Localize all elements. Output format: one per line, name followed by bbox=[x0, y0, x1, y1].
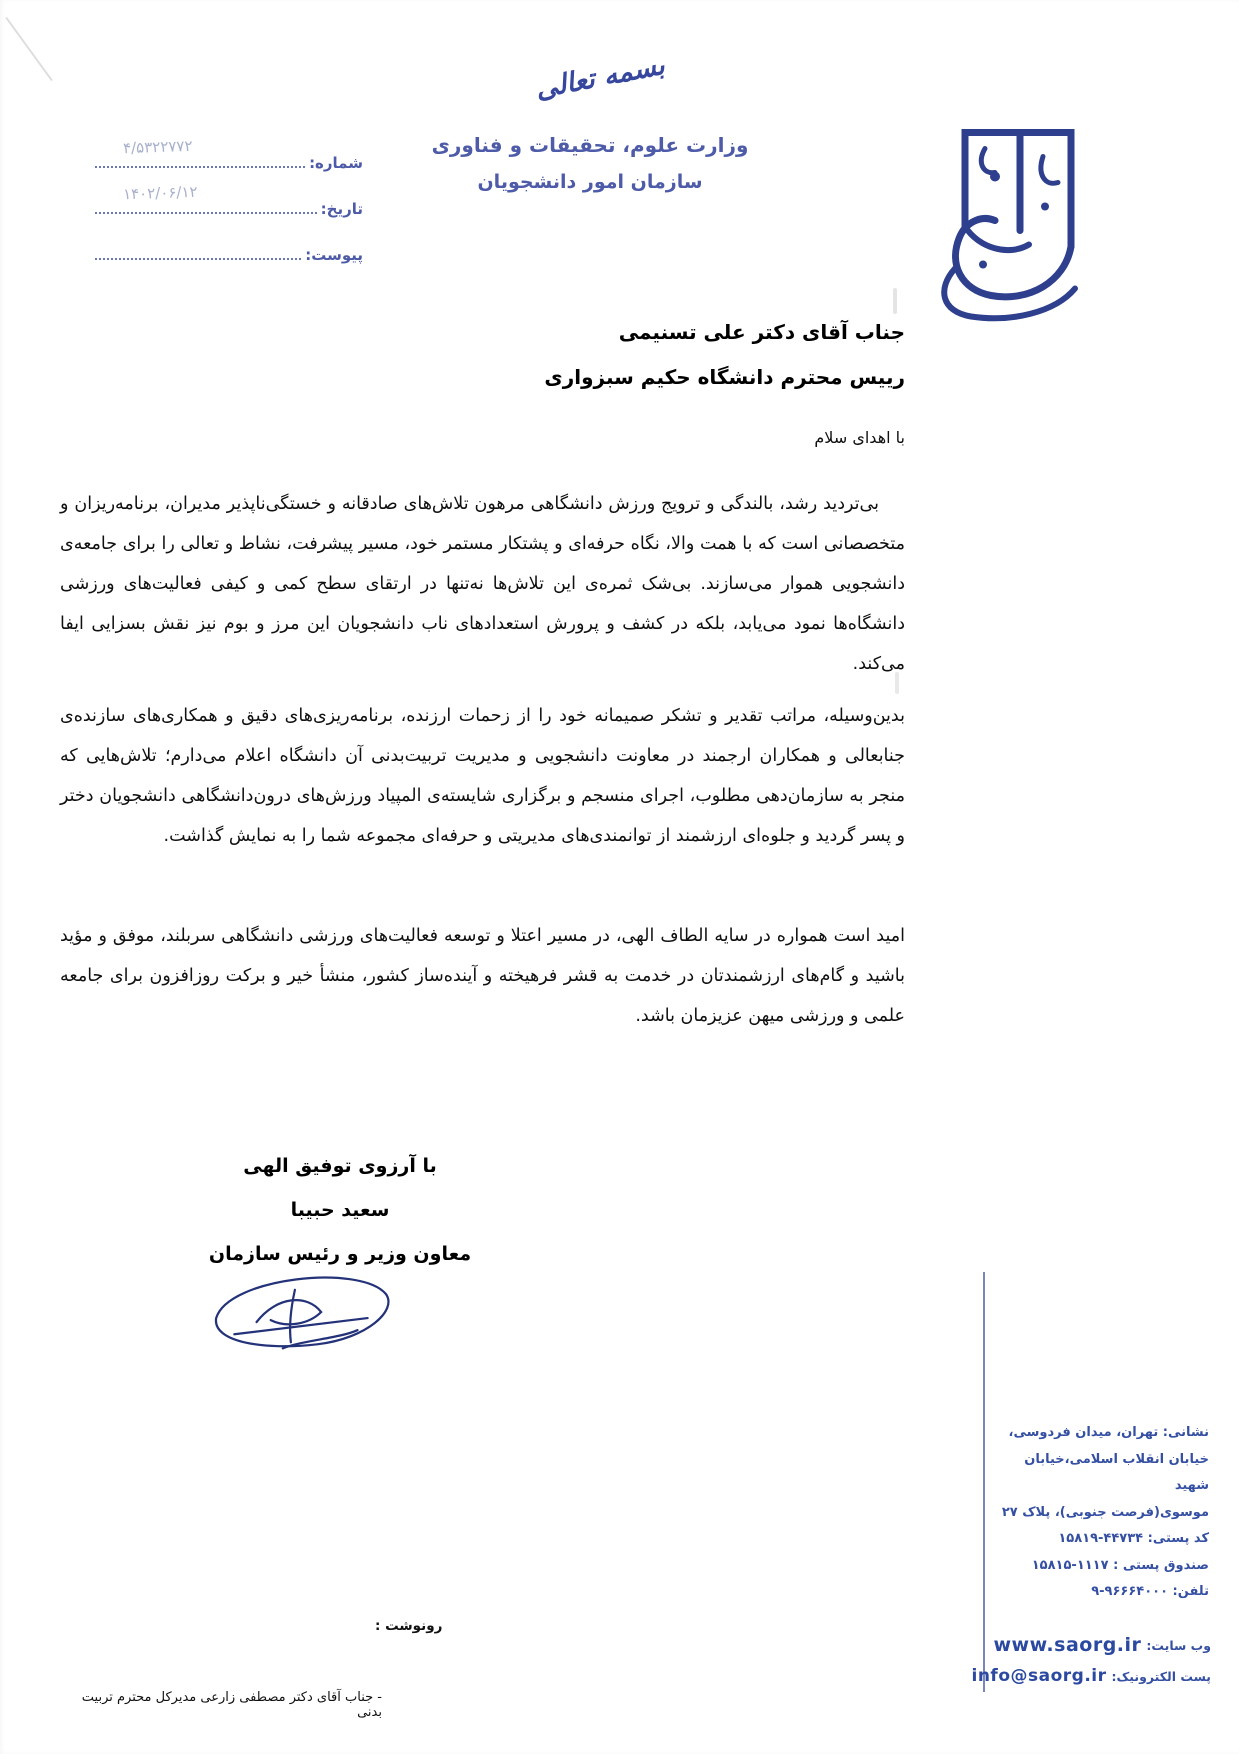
field-row-date bbox=[95, 174, 363, 220]
bismillah-calligraphy: بسمه تعالی bbox=[532, 49, 668, 106]
website-url: www.saorg.ir bbox=[993, 1634, 1142, 1656]
signature-title: معاون وزیر و رئیس سازمان bbox=[208, 1243, 472, 1265]
cc-label: رونوشت : bbox=[375, 1618, 443, 1634]
email-row bbox=[971, 1666, 1211, 1686]
salutation: با اهدای سلام bbox=[814, 428, 905, 447]
cc-item: - جناب آقای دکتر مصطفی زارعی مدیرکل محترم تربیت بدنی bbox=[81, 1690, 382, 1720]
address-line: صندوق پستی : ۱۱۱۷-۱۵۸۱۵ bbox=[1031, 1557, 1209, 1573]
email-label: پست الکترونیک: bbox=[1111, 1668, 1211, 1684]
handwritten-signature-icon bbox=[198, 1258, 410, 1362]
website-label: وب سایت: bbox=[1146, 1637, 1211, 1653]
field-row-attachment bbox=[95, 220, 363, 266]
address-line: تلفن: ۹۶۶۶۴۰۰۰-۹ bbox=[1091, 1584, 1209, 1599]
date-label: تاریخ: bbox=[320, 200, 363, 218]
body-paragraph-3: امید است همواره در سایه الطاف الهی، در مسیر اعتلا و توسعه فعالیت‌های ورزشی دانشگاهی سربلند، موفق و مؤید باشید و گام‌های ارزشمندتان در خدمت به قشر فرهیخته و آینده‌ساز کشور، منشأ خیر و برکت روزافزون برای جامعه علمی و ورزشی میهن عزیزمان باشد. bbox=[60, 926, 905, 1026]
scan-crease bbox=[5, 17, 52, 81]
address-line: خیابان انقلاب اسلامی،خیابان شهید bbox=[1024, 1451, 1209, 1493]
number-value: ۴/۵۳۲۲۷۷۲ bbox=[122, 136, 193, 158]
letterhead bbox=[370, 128, 810, 202]
field-row-number bbox=[95, 128, 363, 174]
footer-divider bbox=[983, 1272, 985, 1692]
attachment-dotted-line bbox=[95, 246, 301, 260]
number-label: شماره: bbox=[309, 154, 363, 172]
recipient-block bbox=[544, 310, 905, 400]
address-block bbox=[995, 1420, 1209, 1606]
recipient-name: جناب آقای دکتر علی تسنیمی bbox=[618, 320, 905, 344]
recipient-title: رییس محترم دانشگاه حکیم سبزواری bbox=[544, 365, 905, 389]
body-paragraph-2: بدین‌وسیله، مراتب تقدیر و تشکر صمیمانه خود را از زحمات ارزنده، برنامه‌ریزی‌های دقیق و همکاری‌های سازنده‌ی جنابعالی و همکاران ارجمند در معاونت دانشجویی و مدیریت تربیت‌بدنی آن دانشگاه اعلام می‌دارم؛ تلاش‌هایی که منجر به سازمان‌دهی مطلوب، اجرای منسجم و برگزاری شایسته‌ی المپیاد ورزش‌های درون‌دانشگاهی دانشجویان دختر و پسر گردید و جلوه‌ای ارزشمند از توانمندی‌های مدیریتی و حرفه‌ای مجموعه شما را به نمایش گذاشت. bbox=[60, 706, 905, 846]
body-paragraph-1: بی‌تردید رشد، بالندگی و ترویج ورزش دانشگاهی مرهون تلاش‌های صادقانه و خستگی‌ناپذیر مدیران، برنامه‌ریزان و متخصصانی است که با همت والا، نگاه حرفه‌ای و پشتکار مستمر خود، مسیر پیشرفت، نشاط و تعالی را برای جامعه‌ی دانشجویی هموار می‌سازند. بی‌شک ثمره‌ی این تلاش‌ها نه‌تنها در ارتقای سطح کمی و کیفی فعالیت‌های ورزشی دانشگاه‌ها نمود می‌یابد، بلکه در کشف و پرورش استعدادهای ناب دانشجویان این مرز و بوم نیز نقش بسزایی ایفا می‌کند. bbox=[60, 494, 905, 674]
address-line: نشانی: تهران، میدان فردوسی، bbox=[1008, 1425, 1209, 1440]
attachment-label: پیوست: bbox=[305, 246, 363, 264]
organization-name: سازمان امور دانشجویان bbox=[477, 171, 703, 193]
student-affairs-logo-icon bbox=[925, 116, 1085, 326]
email-address: info@saorg.ir bbox=[971, 1666, 1107, 1686]
signature-block bbox=[200, 1144, 480, 1276]
signature-closing: با آرزوی توفیق الهی bbox=[243, 1155, 437, 1177]
signature-name: سعید حبیبا bbox=[290, 1199, 390, 1221]
date-value: ۱۴۰۲/۰۶/۱۲ bbox=[122, 182, 198, 204]
address-line: کد پستی: ۴۴۷۳۴-۱۵۸۱۹ bbox=[1058, 1531, 1209, 1546]
reference-fields bbox=[95, 128, 363, 266]
address-line: موسوی(فرصت جنوبی)، پلاک ۲۷ bbox=[1001, 1504, 1209, 1520]
website-row bbox=[985, 1634, 1211, 1656]
ministry-name: وزارت علوم، تحقیقات و فناوری bbox=[431, 133, 749, 157]
